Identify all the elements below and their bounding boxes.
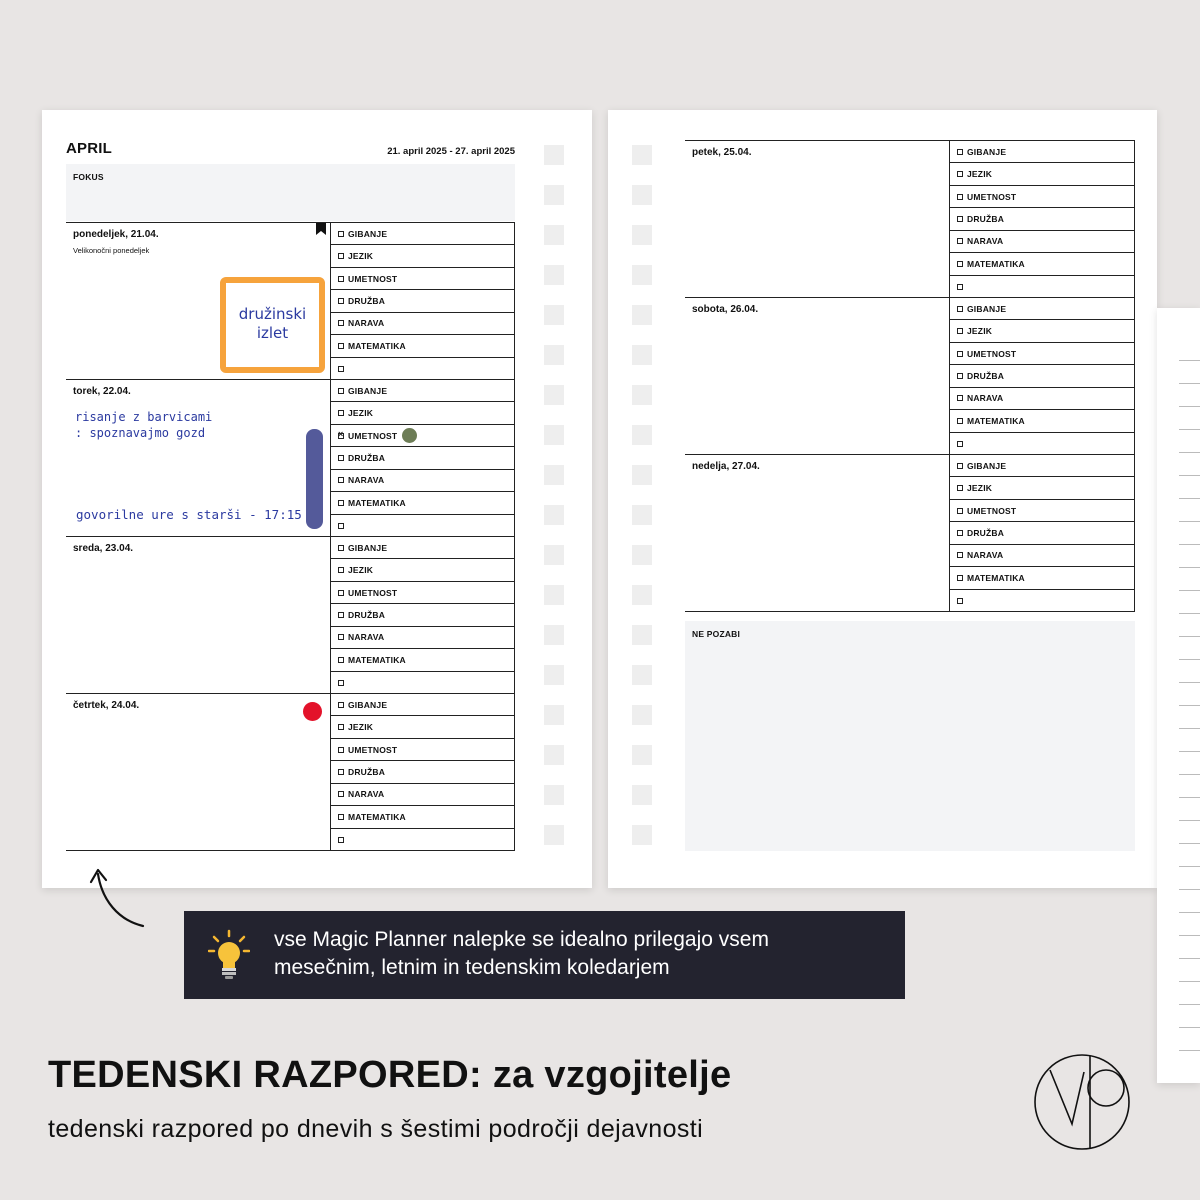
index-tab[interactable] <box>544 825 564 845</box>
checkbox[interactable] <box>957 575 963 581</box>
index-tab[interactable] <box>544 345 564 365</box>
note-line: : spoznavajmo gozd <box>75 426 206 440</box>
subject-list <box>331 223 515 380</box>
holiday-label: Velikonočni ponedeljek <box>73 246 150 255</box>
checkbox[interactable] <box>338 276 344 282</box>
subject-list <box>950 455 1135 612</box>
checkbox[interactable] <box>957 508 963 514</box>
ruled-line <box>1179 383 1200 384</box>
planner-page-lined <box>1157 308 1200 1083</box>
ruled-line <box>1179 659 1200 660</box>
ruled-line <box>1179 958 1200 959</box>
subject-list <box>950 141 1135 298</box>
lightbulb-icon <box>208 929 250 981</box>
subject-row[interactable]: NARAVA <box>950 388 1135 410</box>
ruled-line <box>1179 1050 1200 1051</box>
checkbox[interactable] <box>338 680 344 686</box>
subject-row[interactable]: JEZIK <box>331 559 515 581</box>
subject-row[interactable]: NARAVA <box>950 231 1135 253</box>
subject-row[interactable]: NARAVA <box>950 545 1135 567</box>
info-line-2: mesečnim, letnim in tedenskim koledarjem <box>274 956 670 979</box>
checkbox[interactable] <box>338 253 344 259</box>
checkbox[interactable] <box>338 814 344 820</box>
index-tab[interactable] <box>632 345 652 365</box>
day-notes-area[interactable] <box>66 694 331 851</box>
index-tab[interactable] <box>544 185 564 205</box>
index-tab[interactable] <box>544 145 564 165</box>
checkbox[interactable] <box>338 455 344 461</box>
checkbox[interactable] <box>338 500 344 506</box>
checkbox[interactable] <box>957 306 963 312</box>
subject-row[interactable]: GIBANJE <box>950 298 1135 320</box>
month-title: APRIL <box>66 140 112 157</box>
subject-row[interactable] <box>950 276 1135 298</box>
subject-row[interactable]: UMETNOST <box>331 739 515 761</box>
subject-list <box>331 380 515 537</box>
subject-row[interactable] <box>950 433 1135 455</box>
index-tab[interactable] <box>632 705 652 725</box>
checkbox[interactable] <box>957 373 963 379</box>
subject-row[interactable]: GIBANJE <box>331 223 515 245</box>
index-tab[interactable] <box>544 425 564 445</box>
subject-row[interactable] <box>331 672 515 694</box>
ruled-line <box>1179 866 1200 867</box>
green-dot-sticker <box>402 428 417 443</box>
day-title: sobota, 26.04. <box>692 304 759 315</box>
day-title: petek, 25.04. <box>692 147 752 158</box>
subject-row[interactable]: MATEMATIKA <box>950 567 1135 589</box>
subject-row[interactable] <box>331 515 515 537</box>
subject-row[interactable]: JEZIK <box>331 245 515 267</box>
checkbox[interactable] <box>338 612 344 618</box>
subject-row[interactable]: JEZIK <box>331 402 515 424</box>
checkbox[interactable] <box>338 343 344 349</box>
subject-row[interactable] <box>950 590 1135 612</box>
date-range: 21. april 2025 - 27. april 2025 <box>387 146 515 157</box>
index-tab[interactable] <box>632 825 652 845</box>
checkbox[interactable] <box>338 231 344 237</box>
subject-row[interactable]: MATEMATIKA <box>950 253 1135 275</box>
checkbox[interactable] <box>338 477 344 483</box>
ne-pozabi-label: NE POZABI <box>692 629 741 639</box>
ruled-line <box>1179 613 1200 614</box>
ruled-line <box>1179 797 1200 798</box>
subject-row[interactable]: MATEMATIKA <box>331 335 515 357</box>
ne-pozabi-box[interactable] <box>685 621 1135 851</box>
index-tab[interactable] <box>632 745 652 765</box>
checkbox[interactable] <box>957 441 963 447</box>
checkbox[interactable] <box>957 216 963 222</box>
subject-row[interactable]: GIBANJE <box>331 537 515 559</box>
subject-row[interactable]: GIBANJE <box>331 380 515 402</box>
ruled-line <box>1179 935 1200 936</box>
ruled-line <box>1179 360 1200 361</box>
day-block-monday[interactable] <box>66 222 515 379</box>
ruled-line <box>1179 912 1200 913</box>
subject-row[interactable]: MATEMATIKA <box>331 806 515 828</box>
index-tab[interactable] <box>544 545 564 565</box>
subject-row[interactable]: JEZIK <box>950 320 1135 342</box>
focus-label: FOKUS <box>73 172 104 182</box>
subject-row[interactable]: JEZIK <box>950 477 1135 499</box>
subject-row[interactable]: UMETNOST <box>331 582 515 604</box>
day-notes-area[interactable] <box>66 380 331 537</box>
index-tab[interactable] <box>544 625 564 645</box>
index-tab[interactable] <box>544 305 564 325</box>
ruled-line <box>1179 521 1200 522</box>
index-tab[interactable] <box>632 585 652 605</box>
subject-row[interactable]: NARAVA <box>331 784 515 806</box>
checkbox[interactable] <box>338 837 344 843</box>
checkbox[interactable] <box>338 724 344 730</box>
subject-row[interactable]: DRUŽBA <box>331 604 515 626</box>
checkbox[interactable] <box>957 463 963 469</box>
subject-row[interactable] <box>331 358 515 380</box>
checkbox[interactable] <box>957 238 963 244</box>
checkbox[interactable] <box>338 567 344 573</box>
checkbox[interactable] <box>957 194 963 200</box>
sticker-family-trip <box>220 277 325 373</box>
ruled-line <box>1179 452 1200 453</box>
subject-row[interactable]: JEZIK <box>331 716 515 738</box>
index-tab[interactable] <box>544 225 564 245</box>
ruled-line <box>1179 1004 1200 1005</box>
subject-row[interactable]: GIBANJE <box>950 455 1135 477</box>
ruled-line <box>1179 682 1200 683</box>
brand-logo <box>1032 1052 1132 1152</box>
index-tab[interactable] <box>632 265 652 285</box>
subject-row[interactable]: MATEMATIKA <box>331 649 515 671</box>
checkbox[interactable] <box>957 351 963 357</box>
checkbox-checked[interactable] <box>338 433 344 439</box>
day-title: četrtek, 24.04. <box>73 700 140 711</box>
planner-page-right <box>608 110 1157 888</box>
checkbox[interactable] <box>338 702 344 708</box>
checkbox[interactable] <box>338 523 344 529</box>
day-notes-area[interactable] <box>685 298 950 455</box>
checkbox[interactable] <box>338 747 344 753</box>
title-bold: TEDENSKI RAZPORED: <box>48 1054 482 1096</box>
info-text <box>274 926 769 982</box>
subject-row[interactable]: MATEMATIKA <box>331 492 515 514</box>
subject-row[interactable]: NARAVA <box>331 627 515 649</box>
red-dot-sticker <box>303 702 322 721</box>
subject-row[interactable]: UMETNOST <box>950 500 1135 522</box>
day-title: nedelja, 27.04. <box>692 461 760 472</box>
checkbox[interactable] <box>957 530 963 536</box>
day-block-sunday[interactable] <box>685 454 1135 612</box>
checkbox[interactable] <box>957 395 963 401</box>
subject-list <box>331 694 515 851</box>
checkbox[interactable] <box>957 598 963 604</box>
ruled-line <box>1179 498 1200 499</box>
ruled-line <box>1179 567 1200 568</box>
ruled-line <box>1179 705 1200 706</box>
page-subtitle: tedenski razpored po dnevih s šestimi področji dejavnosti <box>48 1115 704 1143</box>
index-tab[interactable] <box>632 625 652 645</box>
checkbox[interactable] <box>957 418 963 424</box>
day-notes-area[interactable] <box>66 537 331 694</box>
page-title <box>48 1054 731 1097</box>
subject-row[interactable]: DRUŽBA <box>331 447 515 469</box>
checkbox[interactable] <box>338 298 344 304</box>
ruled-line <box>1179 751 1200 752</box>
index-tab[interactable] <box>632 385 652 405</box>
day-block-saturday[interactable] <box>685 297 1135 454</box>
index-tab[interactable] <box>632 785 652 805</box>
subject-row[interactable]: NARAVA <box>331 470 515 492</box>
day-block-friday[interactable] <box>685 140 1135 297</box>
index-tab[interactable] <box>544 385 564 405</box>
index-tab[interactable] <box>544 665 564 685</box>
checkbox[interactable] <box>338 769 344 775</box>
ruled-line <box>1179 475 1200 476</box>
subject-row[interactable]: DRUŽBA <box>331 290 515 312</box>
index-tab[interactable] <box>544 465 564 485</box>
ruled-line <box>1179 590 1200 591</box>
index-tab[interactable] <box>632 305 652 325</box>
checkbox[interactable] <box>957 552 963 558</box>
planner-page-left <box>42 110 592 888</box>
ruled-line <box>1179 820 1200 821</box>
day-notes-area[interactable] <box>685 455 950 612</box>
ruled-line <box>1179 774 1200 775</box>
note-line: govorilne ure s starši - 17:15 <box>76 507 302 522</box>
subject-row[interactable]: UMETNOST <box>950 343 1135 365</box>
note-line: risanje z barvicami <box>75 410 213 424</box>
subject-row[interactable]: × UMETNOST <box>331 425 515 447</box>
ruled-line <box>1179 728 1200 729</box>
subject-row[interactable]: GIBANJE <box>331 694 515 716</box>
checkbox[interactable] <box>338 657 344 663</box>
ruled-line <box>1179 981 1200 982</box>
subject-row[interactable]: DRUŽBA <box>950 208 1135 230</box>
subject-row[interactable]: MATEMATIKA <box>950 410 1135 432</box>
checkbox[interactable] <box>338 590 344 596</box>
checkbox[interactable] <box>957 284 963 290</box>
checkbox[interactable] <box>338 410 344 416</box>
checkbox[interactable] <box>338 388 344 394</box>
subject-row[interactable]: JEZIK <box>950 163 1135 185</box>
ruled-line <box>1179 889 1200 890</box>
ruled-line <box>1179 636 1200 637</box>
day-title: sreda, 23.04. <box>73 543 134 554</box>
index-tab[interactable] <box>544 265 564 285</box>
day-block-tuesday[interactable] <box>66 379 515 536</box>
checkbox[interactable] <box>957 328 963 334</box>
checkbox[interactable] <box>957 171 963 177</box>
checkbox[interactable] <box>338 545 344 551</box>
subject-list <box>950 298 1135 455</box>
subject-row[interactable]: NARAVA <box>331 313 515 335</box>
checkbox[interactable] <box>957 485 963 491</box>
index-tab[interactable] <box>544 785 564 805</box>
index-tab[interactable] <box>632 665 652 685</box>
day-notes-area[interactable] <box>66 223 331 380</box>
subject-row[interactable]: DRUŽBA <box>950 365 1135 387</box>
index-tab[interactable] <box>632 185 652 205</box>
subject-row[interactable] <box>331 829 515 851</box>
purple-bar-sticker <box>306 429 323 529</box>
index-tab[interactable] <box>632 505 652 525</box>
subject-row[interactable]: DRUŽBA <box>331 761 515 783</box>
subject-row[interactable]: DRUŽBA <box>950 522 1135 544</box>
index-tab[interactable] <box>632 225 652 245</box>
index-tab[interactable] <box>544 705 564 725</box>
day-block-thursday[interactable] <box>66 693 515 851</box>
index-tab[interactable] <box>544 585 564 605</box>
sticker-text: družinski izlet <box>238 305 307 342</box>
day-notes-area[interactable] <box>685 141 950 298</box>
subject-row[interactable]: GIBANJE <box>950 141 1135 163</box>
day-block-wednesday[interactable] <box>66 536 515 693</box>
index-tab[interactable] <box>544 745 564 765</box>
focus-box[interactable] <box>66 164 515 221</box>
bookmark-icon <box>316 223 326 235</box>
checkbox[interactable] <box>338 320 344 326</box>
subject-row[interactable]: UMETNOST <box>950 186 1135 208</box>
info-line-1: vse Magic Planner nalepke se idealno prilegajo vsem <box>274 928 769 951</box>
checkbox[interactable] <box>338 366 344 372</box>
checkbox[interactable] <box>338 634 344 640</box>
index-tab[interactable] <box>632 465 652 485</box>
info-banner <box>184 911 905 999</box>
checkbox[interactable] <box>338 791 344 797</box>
day-title: ponedeljek, 21.04. <box>73 229 159 240</box>
subject-row[interactable]: UMETNOST <box>331 268 515 290</box>
ruled-line <box>1179 1027 1200 1028</box>
index-tab[interactable] <box>544 505 564 525</box>
ruled-line <box>1179 406 1200 407</box>
checkbox[interactable] <box>957 261 963 267</box>
index-tab[interactable] <box>632 145 652 165</box>
title-rest: za vzgojitelje <box>481 1054 732 1096</box>
subject-list <box>331 537 515 694</box>
ruled-line <box>1179 429 1200 430</box>
curved-arrow-icon <box>88 862 148 932</box>
index-tab[interactable] <box>632 425 652 445</box>
day-title: torek, 22.04. <box>73 386 131 397</box>
ruled-line <box>1179 544 1200 545</box>
ruled-line <box>1179 843 1200 844</box>
index-tab[interactable] <box>632 545 652 565</box>
checkbox[interactable] <box>957 149 963 155</box>
